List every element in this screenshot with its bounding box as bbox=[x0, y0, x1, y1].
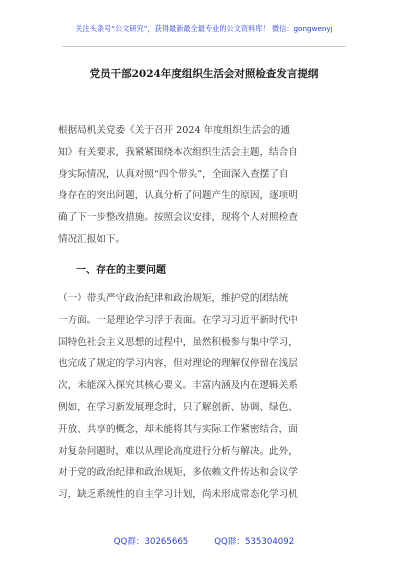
header-banner: 关注头条号“公文研究”，获得最新最全最专业的公文资料库！ 微信：gongwenyj bbox=[75, 24, 333, 33]
intro-paragraph: 根据局机关党委《关于召开 2024 年度组织生活会的通 知》有关要求，我紧紧围绕本次组织生活会主题，结合自 身实际情况，认真对照“四个带头”，全面深入查摆了自 身存在的突出问题，认真分析了问题产生的原因，逐项明 确了下一步整改措施。按照会议安排，现将个人对照检查 情况汇报如下。 bbox=[58, 125, 298, 245]
footer bbox=[0, 535, 408, 547]
section-heading: 一、存在的主要问题 bbox=[76, 265, 166, 276]
document-title: 党员干部2024年度组织生活会对照检查发言提纲 bbox=[89, 68, 319, 80]
footer-qq-group-2: QQ群：535304092 bbox=[214, 537, 295, 547]
header-divider bbox=[62, 46, 346, 47]
footer-qq-group-1: QQ群：30265665 bbox=[113, 537, 189, 547]
section-paragraph: （一）带头严守政治纪律和政治规矩，维护党的团结统 一方面。一是理论学习浮于表面。在学习习近平新时代中 国特色社会主义思想的过程中，虽然积极参与集中学习， 也完成了规定的学习内容，但对理论的理解仅停留在浅层 次，未能深入探究其核心要义。丰富内涵及内在逻辑关系 例如，在学习新发展理念时，只了解创新、协调、绿色、 开放、共享的概念，却未能将其与实际工作紧密结合，面 对复杂问题时，难以从理论高度进行分析与解决。此外， 对于党的政治纪律和政治规矩，多依赖文件传达和会议学 习，缺乏系统性的自主学习计划，尚未形成常态化学习机 bbox=[58, 293, 298, 501]
